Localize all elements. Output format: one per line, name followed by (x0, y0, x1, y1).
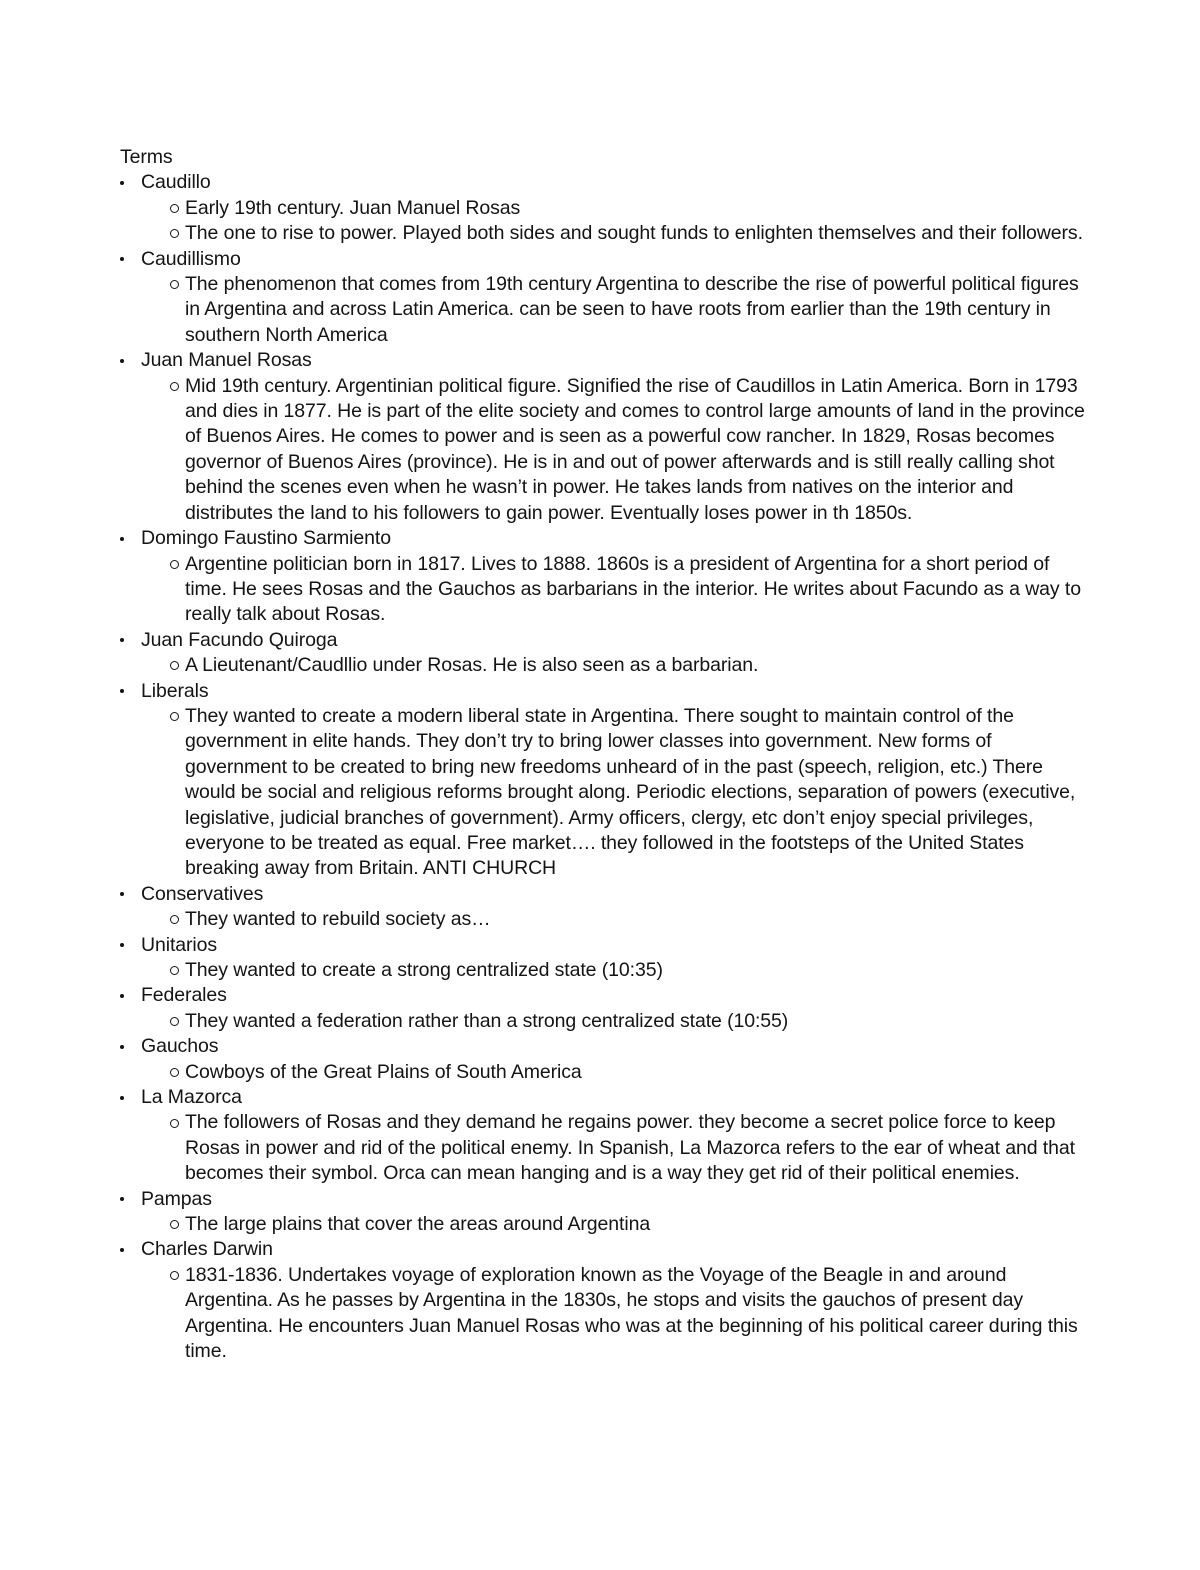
detail-text: The one to rise to power. Played both sides and sought funds to enlighten themselves and their followers. (185, 222, 1083, 245)
term-name: Caudillo (141, 171, 211, 194)
term-name: Charles Darwin (141, 1238, 273, 1261)
term-details (141, 552, 1090, 628)
bullet-dot-icon (120, 983, 141, 1008)
bullet-dot-icon (120, 526, 141, 551)
term-item (120, 1034, 1090, 1085)
bullet-circle-icon (141, 196, 185, 221)
term-details (141, 374, 1090, 526)
bullet-circle-icon (141, 1263, 185, 1288)
term-details (141, 907, 1090, 932)
term-item (120, 1085, 1090, 1187)
term-item (120, 983, 1090, 1034)
bullet-dot-icon (120, 1237, 141, 1262)
detail-item (141, 653, 1090, 678)
bullet-circle-icon (141, 653, 185, 678)
detail-text: They wanted a federation rather than a strong centralized state (10:55) (185, 1009, 789, 1032)
detail-text: They wanted to create a strong centralized state (10:35) (185, 959, 663, 981)
bullet-dot-icon (120, 628, 141, 653)
term-details (141, 1263, 1090, 1365)
term-name: Caudillismo (141, 247, 241, 270)
term-name: Liberals (141, 679, 209, 702)
term-name: Juan Facundo Quiroga (141, 628, 338, 651)
detail-text: They wanted to rebuild society as… (185, 908, 491, 931)
term-details (141, 272, 1090, 348)
detail-item (141, 1263, 1090, 1365)
bullet-dot-icon (120, 1187, 141, 1212)
term-item (120, 348, 1090, 526)
detail-item (141, 1060, 1090, 1085)
term-details (141, 958, 1090, 983)
detail-item (141, 196, 1090, 221)
term-name: Unitarios (141, 933, 218, 956)
term-details (141, 1110, 1090, 1186)
bullet-circle-icon (141, 1009, 185, 1034)
bullet-dot-icon (120, 348, 141, 373)
detail-text: Mid 19th century. Argentinian political figure. Signified the rise of Caudillos in Latin America. Born in 1793 and dies in 1877. He is part of the elite society and comes to control large amounts of land in the province of Buenos Aires. He comes to power and is seen as a powerful cow rancher. In 1829, Rosas becomes governor of Buenos Aires (province). He is in and out of power afterwards and is still really calling shot behind the scenes even when he wasn’t in power. He takes lands from natives on the interior and distributes the land to his followers to gain power. Eventually loses power in th 1850s. (185, 374, 1085, 524)
bullet-dot-icon (120, 679, 141, 704)
term-item (120, 526, 1090, 628)
bullet-circle-icon (141, 1212, 185, 1237)
detail-text: The followers of Rosas and they demand he regains power. they become a secret police force to keep Rosas in power and rid of the political enemy. In Spanish, La Mazorca refers to the ear of wheat and that becomes their symbol. Orca can mean hanging and is a way they get rid of their political enemies. (185, 1111, 1075, 1185)
bullet-dot-icon (120, 247, 141, 272)
term-details (141, 196, 1090, 247)
term-name: Conservatives (141, 882, 264, 905)
detail-text: The large plains that cover the areas around Argentina (185, 1213, 651, 1236)
term-item (120, 628, 1090, 679)
detail-item (141, 1009, 1090, 1034)
detail-text: The phenomenon that comes from 19th century Argentina to describe the rise of powerful political figures in Argentina and across Latin America. can be seen to have roots from earlier than the 19th century in southern North America (185, 273, 1079, 346)
bullet-circle-icon (141, 374, 185, 399)
detail-item (141, 704, 1090, 882)
bullet-circle-icon (141, 1060, 185, 1085)
bullet-dot-icon (120, 933, 141, 958)
detail-text: Early 19th century. Juan Manuel Rosas (185, 196, 521, 219)
detail-item (141, 1110, 1090, 1186)
term-item (120, 679, 1090, 882)
term-details (141, 1060, 1090, 1085)
document-title: Terms (120, 146, 173, 168)
term-name: Domingo Faustino Sarmiento (141, 527, 391, 550)
term-item (120, 1237, 1090, 1364)
bullet-dot-icon (120, 1085, 141, 1110)
bullet-circle-icon (141, 272, 185, 297)
bullet-circle-icon (141, 1110, 185, 1135)
term-item (120, 1187, 1090, 1238)
detail-text: Argentine politician born in 1817. Lives to 1888. 1860s is a president of Argentina for a short period of time. He sees Rosas and the Gauchos as barbarians in the interior. He writes about Facundo as a way to really talk about Rosas. (185, 552, 1081, 626)
term-item (120, 933, 1090, 984)
term-details (141, 1009, 1090, 1034)
term-name: Pampas (141, 1187, 212, 1210)
bullet-circle-icon (141, 221, 185, 246)
term-name: Juan Manuel Rosas (141, 349, 312, 372)
notes-content (120, 145, 1090, 1365)
detail-item (141, 907, 1090, 932)
bullet-circle-icon (141, 907, 185, 932)
detail-item (141, 552, 1090, 628)
detail-item (141, 272, 1090, 348)
detail-item (141, 958, 1090, 983)
term-item (120, 882, 1090, 933)
bullet-circle-icon (141, 552, 185, 577)
detail-text: Cowboys of the Great Plains of South America (185, 1060, 582, 1083)
detail-item (141, 1212, 1090, 1237)
term-name: Gauchos (141, 1035, 219, 1058)
terms-list (120, 170, 1090, 1364)
bullet-dot-icon (120, 170, 141, 195)
term-item (120, 170, 1090, 246)
detail-text: A Lieutenant/Caudllio under Rosas. He is also seen as a barbarian. (185, 654, 759, 677)
detail-text: 1831-1836. Undertakes voyage of exploration known as the Voyage of the Beagle in and around Argentina. As he passes by Argentina in the 1830s, he stops and visits the gauchos of present day Argentina. He encounters Juan Manuel Rosas who was at the beginning of his political career during this time. (185, 1263, 1078, 1363)
bullet-circle-icon (141, 704, 185, 729)
bullet-circle-icon (141, 958, 185, 983)
detail-item (141, 221, 1090, 246)
term-details (141, 1212, 1090, 1237)
term-details (141, 653, 1090, 678)
bullet-dot-icon (120, 882, 141, 907)
term-details (141, 704, 1090, 882)
detail-text: They wanted to create a modern liberal state in Argentina. There sought to maintain control of the government in elite hands. They don’t try to bring lower classes into government. New forms of government to be created to bring new freedoms unheard of in the past (speech, religion, etc.) There would be social and religious reforms brought along. Periodic elections, separation of powers (executive, legislative, judicial branches of government). Army officers, clergy, etc don’t enjoy special privileges, everyone to be treated as equal. Free market…. they followed in the footsteps of the United States breaking away from Britain. ANTI CHURCH (185, 704, 1076, 880)
term-item (120, 247, 1090, 349)
bullet-dot-icon (120, 1034, 141, 1059)
term-name: La Mazorca (141, 1086, 242, 1109)
term-name: Federales (141, 984, 227, 1007)
detail-item (141, 374, 1090, 526)
